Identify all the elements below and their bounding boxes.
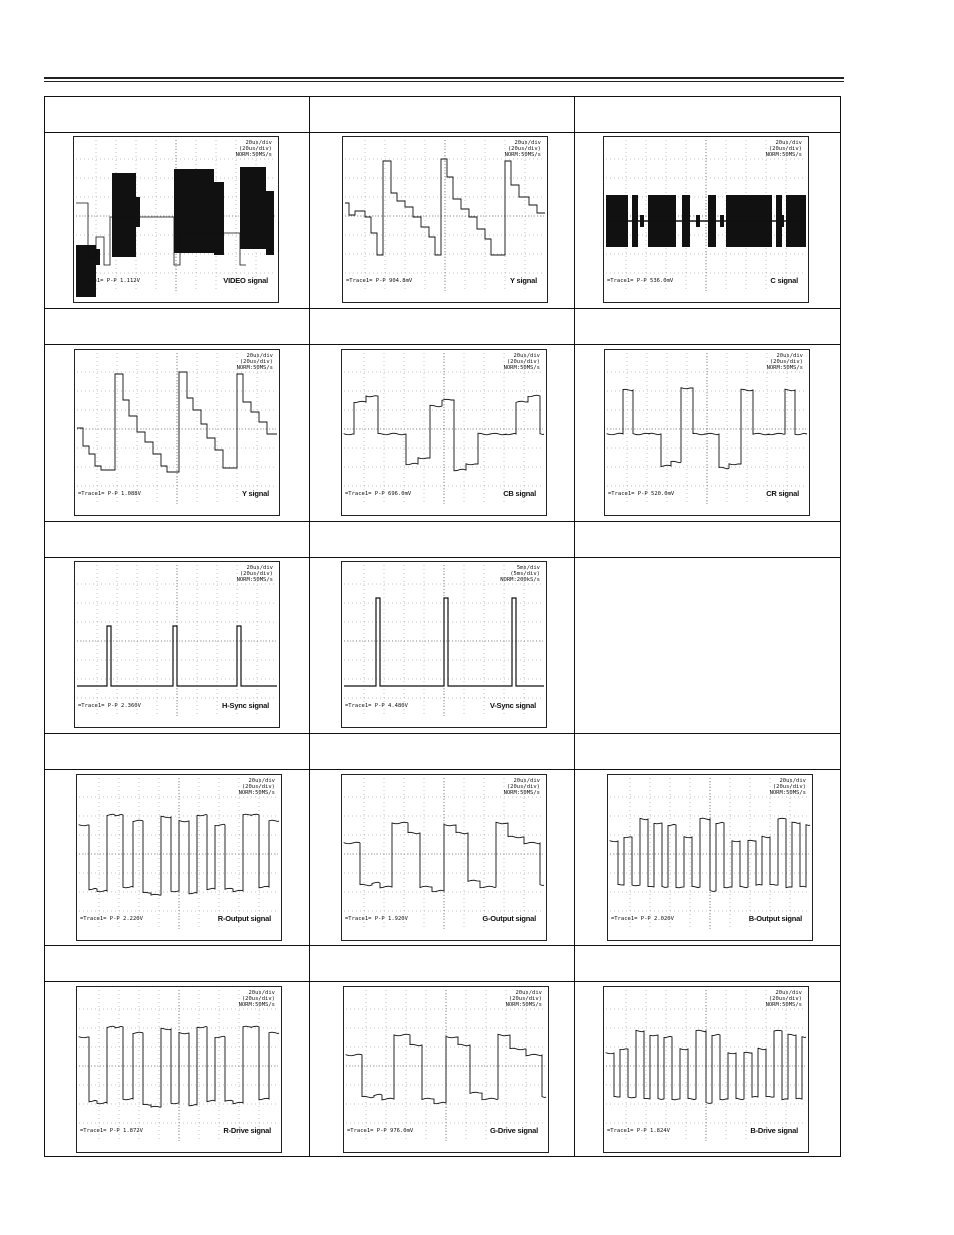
column-divider xyxy=(309,97,310,1156)
measurement-readout: =Trace1= P-P 1.920V xyxy=(345,916,408,922)
timebase-readout xyxy=(236,140,272,158)
row-divider xyxy=(45,344,840,345)
signal-label: VIDEO signal xyxy=(223,276,268,285)
timebase-readout xyxy=(239,990,275,1008)
measurement-readout: =Trace1= P-P 520.0mV xyxy=(608,491,675,497)
timebase-sub: (20us/div) xyxy=(241,784,275,790)
sample-rate: NORM:50MS/s xyxy=(766,365,803,371)
scope-r-output-signal xyxy=(76,774,282,941)
signal-trace xyxy=(79,1026,279,1107)
timebase-sub: (20us/div) xyxy=(772,784,806,790)
timebase: 20us/div xyxy=(248,990,275,996)
column-divider xyxy=(574,97,575,1156)
sample-rate: NORM:50MS/s xyxy=(504,152,541,158)
sample-rate: NORM:50MS/s xyxy=(503,790,540,796)
timebase: 20us/div xyxy=(776,353,803,359)
measurement-readout: =Trace1= P-P 2.220V xyxy=(80,916,143,922)
sample-rate: NORM:50MS/s xyxy=(238,790,275,796)
signal-trace xyxy=(610,818,810,891)
row-divider xyxy=(45,945,840,946)
timebase-readout xyxy=(770,778,806,796)
top-rule-thick xyxy=(44,77,844,79)
signal-burst xyxy=(780,215,784,227)
timebase-sub: (20us/div) xyxy=(507,146,541,152)
timebase-sub: (20us/div) xyxy=(768,146,802,152)
signal-burst xyxy=(266,191,274,255)
signal-trace xyxy=(344,598,544,686)
timebase-readout xyxy=(500,565,540,583)
signal-trace xyxy=(77,626,277,686)
row-divider xyxy=(45,769,840,770)
timebase: 20us/div xyxy=(513,778,540,784)
row-divider xyxy=(45,308,840,309)
measurement-readout: =Trace1= P-P 904.8mV xyxy=(346,278,413,284)
scope-g-drive-signal xyxy=(343,986,549,1153)
timebase-sub: (20us/div) xyxy=(238,146,272,152)
scope-b-output-signal xyxy=(607,774,813,941)
timebase-sub: (20us/div) xyxy=(506,784,540,790)
timebase: 20us/div xyxy=(514,140,541,146)
signal-label: C signal xyxy=(770,276,798,285)
scope-r-drive-signal xyxy=(76,986,282,1153)
row-divider xyxy=(45,733,840,734)
signal-burst xyxy=(214,182,224,255)
timebase-sub: (20us/div) xyxy=(506,359,540,365)
timebase-readout xyxy=(504,778,540,796)
row-divider xyxy=(45,132,840,133)
signal-label: B-Output signal xyxy=(748,914,802,923)
scope-y-signal-2 xyxy=(74,349,280,516)
sample-rate: NORM:50MS/s xyxy=(236,365,273,371)
measurement-readout: =Trace1= P-P 536.0mV xyxy=(607,278,674,284)
signal-label: V-Sync signal xyxy=(489,701,536,710)
signal-burst xyxy=(136,197,140,227)
measurement-readout: =Trace1= P-P 1.088V xyxy=(78,491,141,497)
signal-burst xyxy=(96,249,100,265)
scope-cb-signal xyxy=(341,349,547,516)
timebase-sub: (20us/div) xyxy=(508,996,542,1002)
sample-rate: NORM:50MS/s xyxy=(765,152,802,158)
scope-y-signal xyxy=(342,136,548,303)
measurement-readout: =Trace1= P-P 976.0mV xyxy=(347,1128,414,1134)
sample-rate: NORM:50MS/s xyxy=(503,365,540,371)
timebase-sub: (5ms/div) xyxy=(510,571,540,577)
signal-label: G-Drive signal xyxy=(489,1126,538,1135)
measurement-readout: =Trace1= P-P 4.480V xyxy=(345,703,408,709)
scope-g-output-signal xyxy=(341,774,547,941)
timebase: 20us/div xyxy=(245,140,272,146)
signal-label: B-Drive signal xyxy=(750,1126,798,1135)
sample-rate: NORM:50MS/s xyxy=(769,790,806,796)
timebase-sub: (20us/div) xyxy=(769,359,803,365)
sample-rate: NORM:50MS/s xyxy=(238,1002,275,1008)
signal-burst xyxy=(640,215,644,227)
timebase-sub: (20us/div) xyxy=(239,571,273,577)
signal-trace xyxy=(606,1030,806,1103)
timebase-readout xyxy=(237,565,273,583)
signal-trace xyxy=(346,1034,546,1104)
row-divider xyxy=(45,557,840,558)
measurement-readout: =Trace1= P-P 2.360V xyxy=(78,703,141,709)
timebase-readout xyxy=(237,353,273,371)
timebase: 20us/div xyxy=(246,353,273,359)
scope-video-signal xyxy=(73,136,279,303)
signal-trace xyxy=(344,822,544,892)
timebase: 20us/div xyxy=(775,140,802,146)
signal-burst xyxy=(112,173,136,257)
timebase-readout xyxy=(506,990,542,1008)
timebase: 20us/div xyxy=(513,353,540,359)
timebase-readout xyxy=(766,990,802,1008)
sample-rate: NORM:200kS/s xyxy=(500,577,540,583)
signal-burst xyxy=(240,167,266,249)
sample-rate: NORM:50MS/s xyxy=(505,1002,542,1008)
timebase: 20us/div xyxy=(246,565,273,571)
timebase: 20us/div xyxy=(515,990,542,996)
timebase: 20us/div xyxy=(779,778,806,784)
measurement-readout: =Trace1= P-P 696.0mV xyxy=(345,491,412,497)
scope-c-signal xyxy=(603,136,809,303)
scope-h-sync-signal xyxy=(74,561,280,728)
timebase: 20us/div xyxy=(775,990,802,996)
timebase-sub: (20us/div) xyxy=(239,359,273,365)
signal-burst xyxy=(696,215,700,227)
signal-label: Y signal xyxy=(241,489,269,498)
row-divider xyxy=(45,521,840,522)
sample-rate: NORM:50MS/s xyxy=(765,1002,802,1008)
timebase-sub: (20us/div) xyxy=(768,996,802,1002)
sample-rate: NORM:50MS/s xyxy=(235,152,272,158)
signal-trace xyxy=(79,814,279,895)
timebase-readout xyxy=(504,353,540,371)
row-divider xyxy=(45,981,840,982)
signal-label: Y signal xyxy=(509,276,537,285)
scope-cr-signal xyxy=(604,349,810,516)
signal-label: CR signal xyxy=(766,489,799,498)
signal-label: G-Output signal xyxy=(482,914,536,923)
measurement-readout: =Trace1= P-P 1.112V xyxy=(77,278,140,284)
scope-v-sync-signal xyxy=(341,561,547,728)
signal-label: CB signal xyxy=(503,489,536,498)
signal-label: R-Output signal xyxy=(217,914,271,923)
timebase-readout xyxy=(767,353,803,371)
measurement-readout: =Trace1= P-P 1.872V xyxy=(80,1128,143,1134)
timebase-sub: (20us/div) xyxy=(241,996,275,1002)
timebase: 20us/div xyxy=(248,778,275,784)
timebase-readout xyxy=(505,140,541,158)
top-rule-thin xyxy=(44,81,844,82)
signal-burst xyxy=(76,245,96,297)
timebase-readout xyxy=(239,778,275,796)
measurement-readout: =Trace1= P-P 2.020V xyxy=(611,916,674,922)
timebase: 5ms/div xyxy=(516,565,540,571)
scope-b-drive-signal xyxy=(603,986,809,1153)
signal-label: H-Sync signal xyxy=(222,701,269,710)
sample-rate: NORM:50MS/s xyxy=(236,577,273,583)
timebase-readout xyxy=(766,140,802,158)
signal-label: R-Drive signal xyxy=(223,1126,271,1135)
signal-burst xyxy=(720,215,724,227)
measurement-readout: =Trace1= P-P 1.824V xyxy=(607,1128,670,1134)
